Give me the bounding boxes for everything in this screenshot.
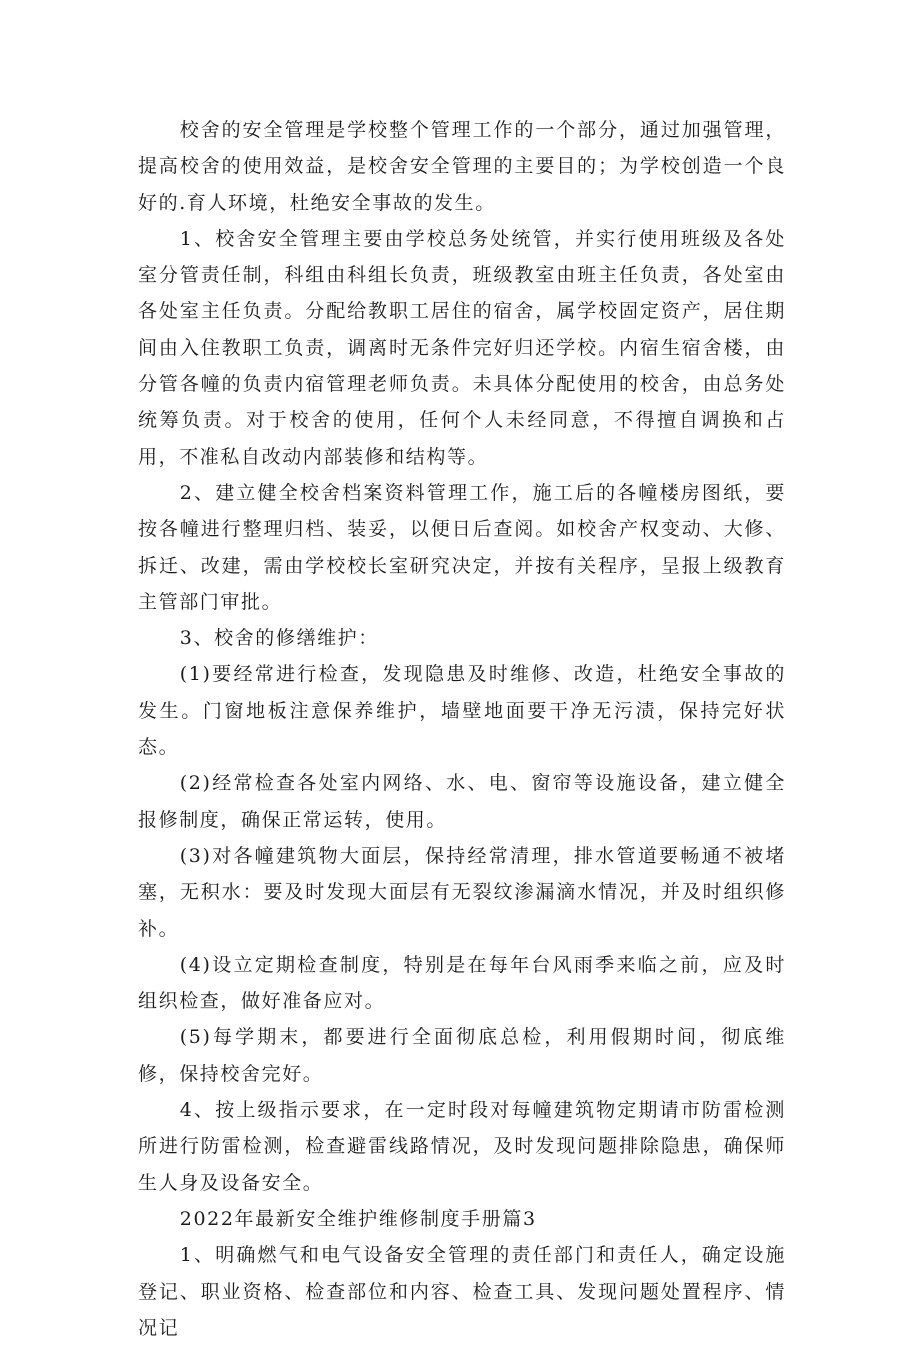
- paragraph-item-1: 1、校舍安全管理主要由学校总务处统管，并实行使用班级及各处室分管责任制，科组由科组长负责，班级教室由班主任负责，各处室由各处室主任负责。分配给教职工居住的宿舍，属学校固定资产，居住期间由入住教职工负责，调离时无条件完好归还学校。内宿生宿舍楼，由分管各幢的负责内宿管理老师负责。未具体分配使用的校舍，由总务处统筹负责。对于校舍的使用，任何个人未经同意，不得擅自调换和占用，不准私自改动内部装修和结构等。: [138, 227, 786, 468]
- paragraph-sub-3: (3)对各幢建筑物大面层，保持经常清理，排水管道要畅通不被堵塞，无积水：要及时发现大面层有无裂纹渗漏滴水情况，并及时组织修补。: [138, 844, 786, 940]
- paragraph-sub-1: (1)要经常进行检查，发现隐患及时维修、改造，杜绝安全事故的发生。门窗地板注意保养维护，墙壁地面要干净无污渍，保持完好状态。: [138, 663, 786, 759]
- paragraph-section3-item-1: 1、明确燃气和电气设备安全管理的责任部门和责任人，确定设施登记、职业资格、检查部位和内容、检查工具、发现问题处置程序、情况记: [138, 1244, 786, 1339]
- paragraph-item-3: 3、校舍的修缮维护：: [179, 627, 379, 650]
- paragraph-sub-2: (2)经常检查各处室内网络、水、电、窗帘等设施设备，建立健全报修制度，确保正常运转，使用。: [138, 772, 786, 831]
- section-heading: 2022年最新安全维护维修制度手册篇3: [179, 1207, 537, 1230]
- paragraph-sub-5: (5)每学期末，都要进行全面彻底总检，利用假期时间，彻底维修，保持校舍完好。: [138, 1026, 786, 1085]
- paragraph-intro: 校舍的安全管理是学校整个管理工作的一个部分，通过加强管理，提高校舍的使用效益，是校舍安全管理的主要目的；为学校创造一个良好的.育人环境，杜绝安全事故的发生。: [138, 119, 786, 214]
- paragraph-item-4: 4、按上级指示要求，在一定时段对每幢建筑物定期请市防雷检测所进行防雷检测，检查避雷线路情况，及时发现问题排除隐患，确保师生人身及设备安全。: [138, 1099, 786, 1194]
- paragraph-item-2: 2、建立健全校舍档案资料管理工作，施工后的各幢楼房图纸，要按各幢进行整理归档、装妥，以便日后查阅。如校舍产权变动、大修、拆迁、改建，需由学校校长室研究决定，并按有关程序，呈报上级教育主管部门审批。: [138, 481, 786, 613]
- document-body: [138, 112, 786, 1346]
- paragraph-sub-4: (4)设立定期检查制度，特别是在每年台风雨季来临之前，应及时组织检查，做好准备应对。: [138, 953, 786, 1013]
